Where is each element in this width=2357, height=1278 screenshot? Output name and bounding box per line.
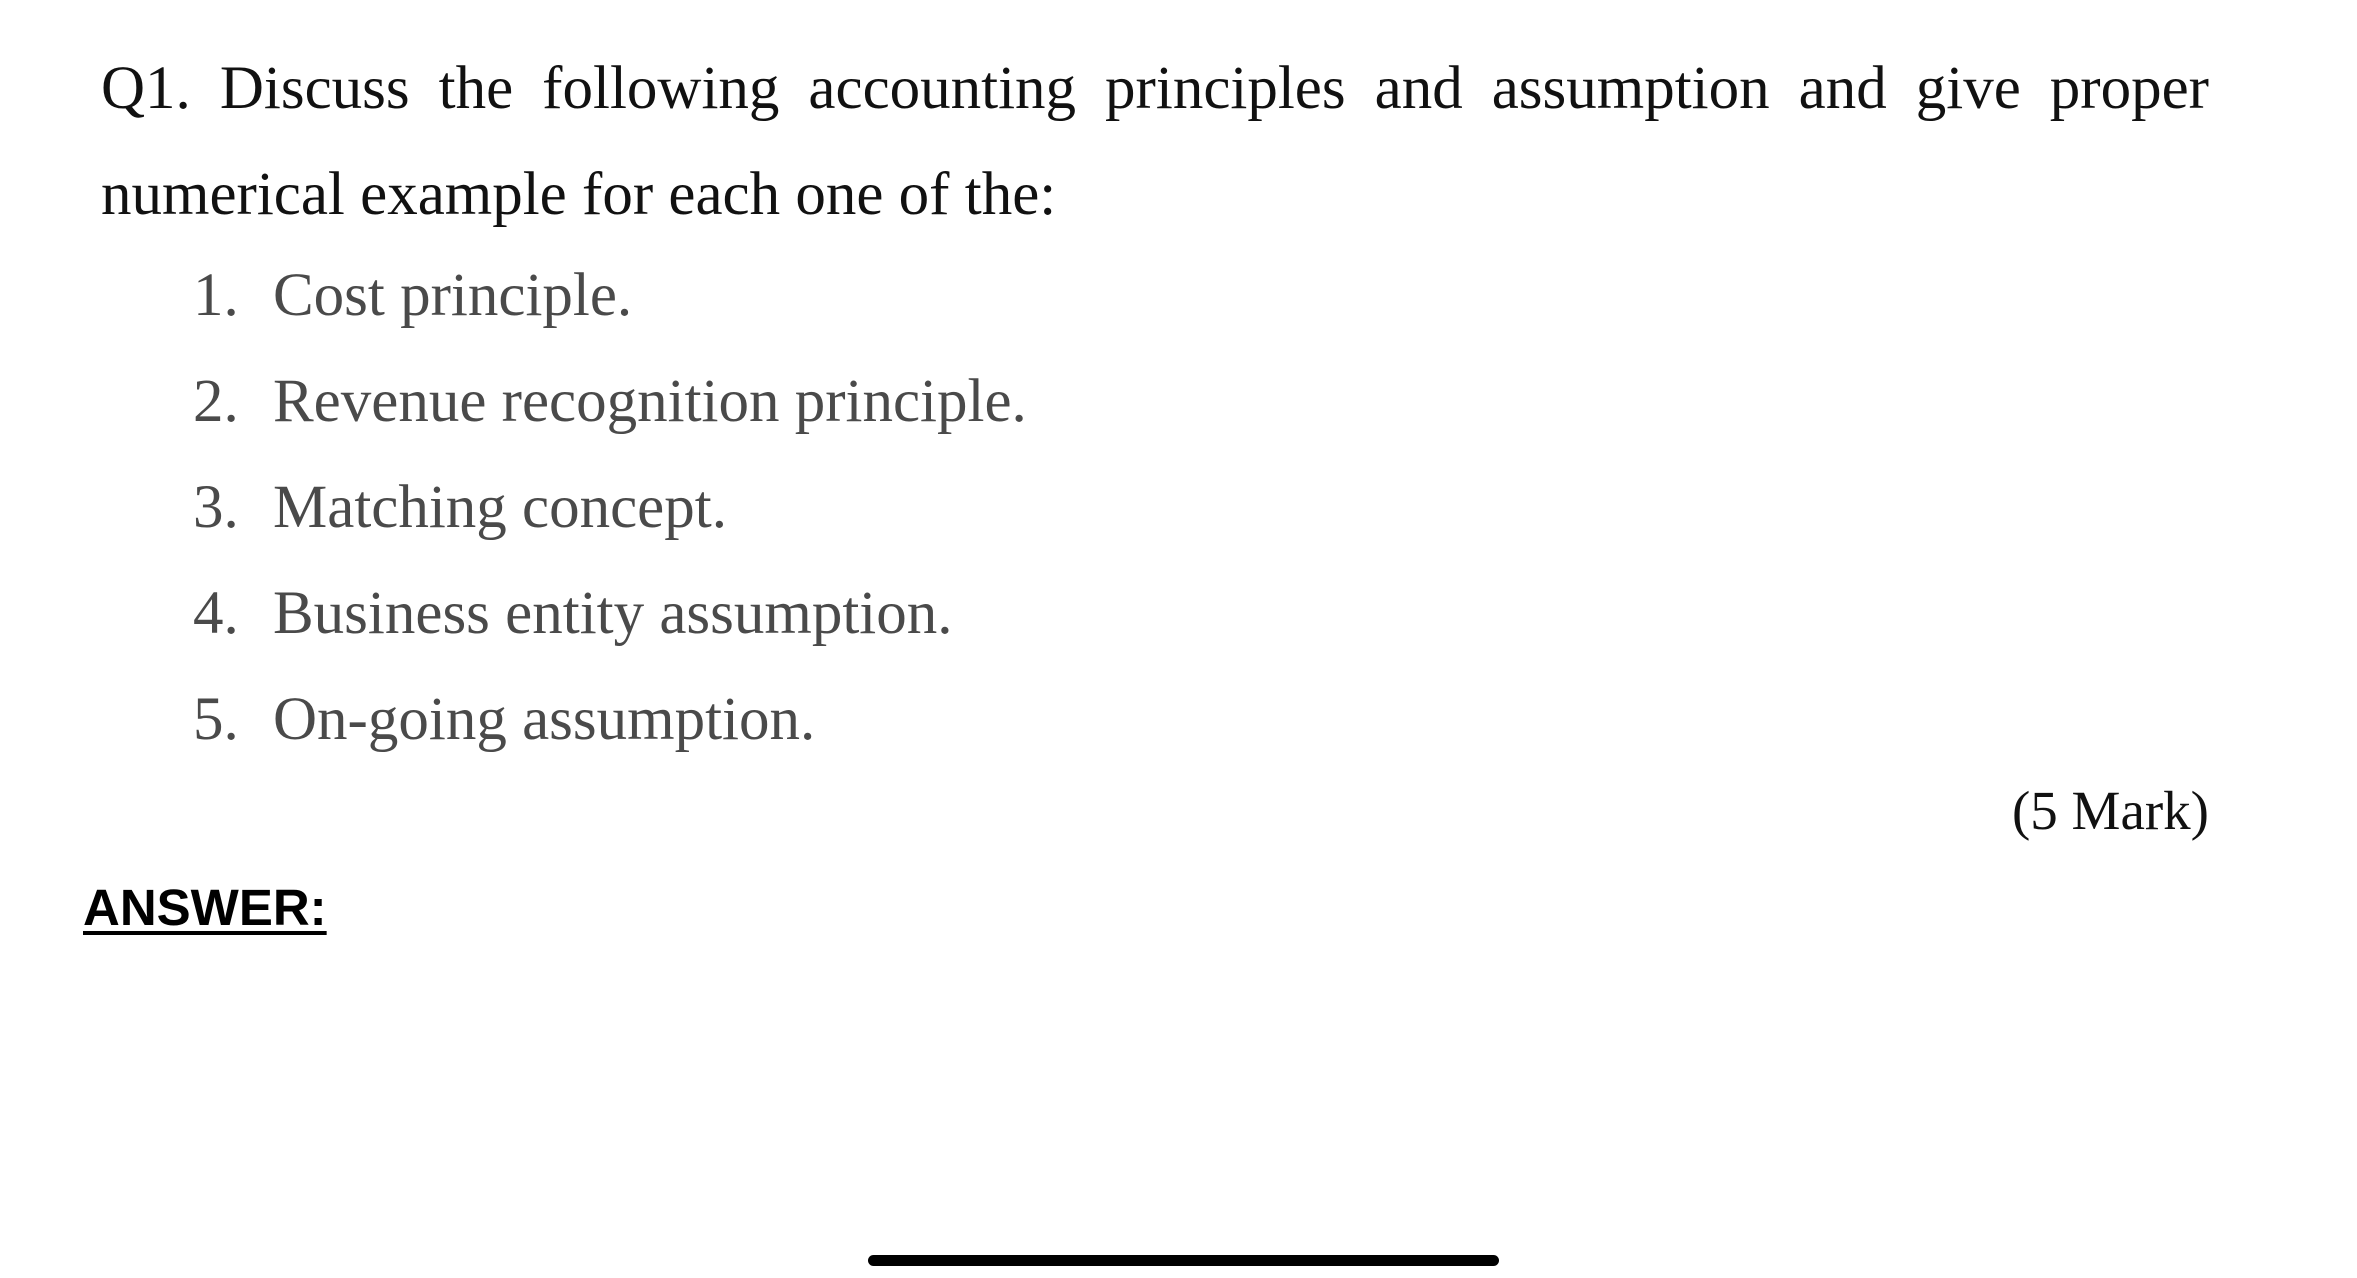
home-indicator[interactable] <box>868 1255 1499 1266</box>
list-item-label: Revenue recognition principle. <box>273 368 1027 435</box>
list-item <box>193 455 1027 561</box>
list-item-label: Business entity assumption. <box>273 580 953 647</box>
list-item-number: 5. <box>193 686 239 753</box>
answer-heading: ANSWER: <box>83 879 327 936</box>
principles-list <box>193 243 1027 773</box>
list-item-label: On-going assumption. <box>273 686 816 753</box>
list-item-number: 4. <box>193 580 239 647</box>
question-text: Q1. Discuss the following accounting principles and assumption and give proper numerical example for each one of the: <box>101 55 2209 228</box>
list-item-number: 3. <box>193 474 239 541</box>
list-item-label: Matching concept. <box>273 474 727 541</box>
list-item <box>193 243 1027 349</box>
list-item <box>193 561 1027 667</box>
list-item-label: Cost principle. <box>273 262 633 329</box>
list-item-number: 2. <box>193 368 239 435</box>
list-item <box>193 349 1027 455</box>
list-item-number: 1. <box>193 262 239 329</box>
list-item <box>193 667 1027 773</box>
mark-value: (5 Mark) <box>2011 780 2209 841</box>
